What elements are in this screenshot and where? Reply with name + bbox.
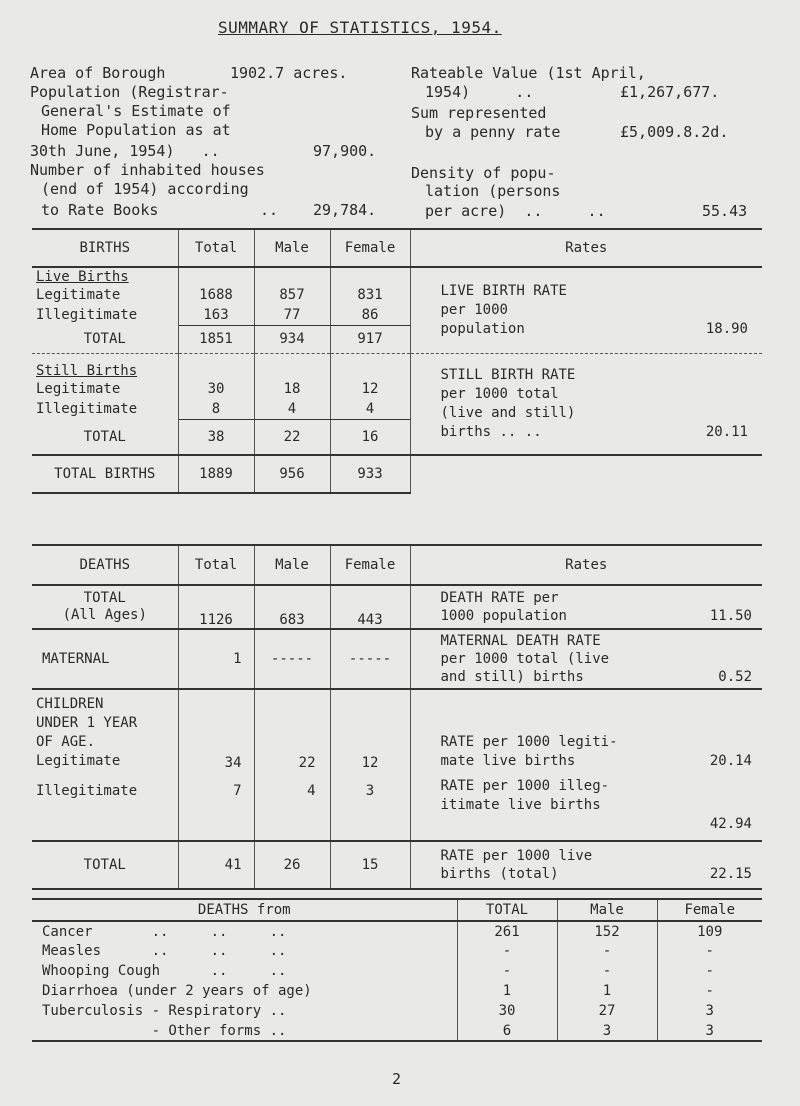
- death-rate-label-1: DEATH RATE per: [440, 590, 559, 606]
- legit-rate-label-2: mate live births: [440, 753, 576, 769]
- cause-total: -: [457, 961, 557, 981]
- rateable-label-1: Rateable Value (1st April,: [411, 64, 646, 82]
- total-rate-label-1: RATE per 1000 live: [440, 848, 593, 864]
- cause-total: 6: [457, 1021, 557, 1041]
- cause-female: 3: [705, 1003, 714, 1019]
- total-births-label: TOTAL BIRTHS: [32, 455, 178, 493]
- density-label-3: per acre) .. ..: [425, 202, 606, 220]
- maternal-rate-label-1: MATERNAL DEATH RATE: [440, 633, 601, 649]
- cause-female: -: [705, 983, 714, 999]
- rateable-label-2: 1954) ..: [425, 83, 534, 101]
- maternal-label: MATERNAL: [32, 629, 178, 689]
- table-row: [32, 981, 762, 1001]
- still-total-label: TOTAL: [32, 419, 178, 455]
- total-deaths-label-1: TOTAL: [83, 590, 126, 606]
- still-legit-male: 18: [254, 379, 330, 399]
- live-total-total: 1851: [178, 325, 254, 353]
- live-total-female: 917: [330, 325, 410, 353]
- rateable-value: £1,267,677.: [620, 83, 720, 101]
- live-total-male: 934: [254, 325, 330, 353]
- still-legit-label: Legitimate: [32, 379, 178, 399]
- still-birth-rate-value: 20.11: [705, 423, 748, 440]
- total-deaths-label-2: (All Ages): [62, 607, 147, 623]
- children-total-label: TOTAL: [32, 841, 178, 889]
- children-legit-male: 22: [254, 689, 330, 771]
- deaths-table: [32, 544, 762, 890]
- causes-table: [32, 898, 762, 1042]
- penny-label-1: Sum represented: [411, 104, 547, 122]
- page-title: SUMMARY OF STATISTICS, 1954.: [218, 18, 502, 37]
- live-total-label: TOTAL: [32, 325, 178, 353]
- death-rate-value: 11.50: [709, 608, 752, 624]
- legit-rate-value: 20.14: [709, 753, 752, 769]
- still-birth-rate-label-4: births .. ..: [440, 423, 542, 440]
- cause-male: -: [557, 961, 657, 981]
- live-illegit-male: 77: [254, 305, 330, 325]
- cause-female: 3: [705, 1022, 714, 1039]
- children-illegit-total: 7: [178, 771, 254, 841]
- causes-header: DEATHS from: [32, 899, 457, 921]
- children-legit-total: 34: [178, 689, 254, 771]
- maternal-rate-label-2: per 1000 total (live: [440, 651, 610, 667]
- live-births-label: Live Births: [36, 268, 129, 285]
- cause-female: 109: [697, 923, 723, 940]
- still-total-male: 22: [254, 419, 330, 455]
- area-value: 1902.7 acres.: [230, 64, 348, 82]
- cause-label: Diarrhoea (under 2 years of age): [32, 981, 457, 1001]
- maternal-female: -----: [330, 629, 410, 689]
- legit-rate-label-1: RATE per 1000 legiti-: [440, 734, 618, 750]
- causes-male-header: Male: [557, 899, 657, 921]
- houses-label-2: (end of 1954) according: [41, 180, 249, 198]
- population-label-1: Population (Registrar-: [30, 83, 229, 101]
- total-births-total: 1889: [178, 455, 254, 493]
- cause-male: -: [557, 941, 657, 961]
- houses-dots: ..: [260, 201, 279, 219]
- penny-value: £5,009.8.2d.: [620, 123, 729, 141]
- live-birth-rate-value: 18.90: [705, 320, 748, 337]
- population-label-3: Home Population as at: [41, 121, 231, 139]
- still-birth-rate-label-3: (live and still): [440, 404, 576, 421]
- table-row: [32, 941, 762, 961]
- density-label-2: lation (persons: [425, 182, 561, 200]
- children-illegit-label: Illegitimate: [32, 771, 178, 841]
- cause-female: -: [705, 943, 714, 959]
- table-row: [32, 1001, 762, 1021]
- children-label-1: CHILDREN: [36, 696, 104, 712]
- cause-label: Tuberculosis - Respiratory ..: [32, 1001, 457, 1021]
- still-birth-rate-label-1: STILL BIRTH RATE: [440, 366, 576, 383]
- cause-female: -: [705, 963, 714, 979]
- cause-total: 30: [457, 1001, 557, 1021]
- cause-label: Measles .. .. ..: [32, 941, 457, 961]
- table-row: [32, 1021, 762, 1041]
- table-row: [32, 921, 762, 941]
- cause-label: Whooping Cough .. ..: [32, 961, 457, 981]
- illegit-rate-label-1: RATE per 1000 illeg-: [440, 778, 610, 794]
- houses-label-1: Number of inhabited houses: [30, 161, 265, 179]
- total-births-female: 933: [330, 455, 410, 493]
- cause-total: 261: [457, 921, 557, 941]
- children-illegit-male: 4: [254, 771, 330, 841]
- children-total-total: 41: [178, 841, 254, 889]
- cause-male: 3: [557, 1021, 657, 1041]
- cause-label: Cancer .. .. ..: [32, 921, 457, 941]
- deaths-rates-header: Rates: [565, 557, 608, 573]
- live-legit-male: 857: [254, 285, 330, 305]
- population-label-4: 30th June, 1954) ..: [30, 142, 220, 160]
- children-label-3: OF AGE.: [36, 734, 96, 750]
- still-illegit-male: 4: [254, 399, 330, 419]
- children-illegit-female: 3: [330, 771, 410, 841]
- live-legit-label: Legitimate: [32, 285, 178, 305]
- live-illegit-total: 163: [178, 305, 254, 325]
- children-total-male: 26: [254, 841, 330, 889]
- still-illegit-label: Illegitimate: [32, 399, 178, 419]
- total-births-male: 956: [254, 455, 330, 493]
- area-label: Area of Borough: [30, 64, 166, 82]
- live-birth-rate-label-2: per 1000: [440, 301, 508, 318]
- illegit-rate-label-2: itimate live births: [440, 797, 601, 813]
- still-illegit-total: 8: [178, 399, 254, 419]
- total-rate-value: 22.15: [709, 866, 752, 882]
- density-label-1: Density of popu-: [411, 164, 556, 182]
- children-total-female: 15: [330, 841, 410, 889]
- children-label-2: UNDER 1 YEAR: [36, 715, 138, 731]
- population-label-2: General's Estimate of: [41, 102, 231, 120]
- cause-male: 27: [557, 1001, 657, 1021]
- table-row: [32, 961, 762, 981]
- children-legit-label: Legitimate: [36, 753, 121, 769]
- maternal-rate-label-3: and still) births: [440, 669, 584, 685]
- cause-total: -: [457, 941, 557, 961]
- total-deaths-female: 443: [330, 585, 410, 629]
- births-total-header: Total: [178, 229, 254, 267]
- population-value: 97,900.: [313, 142, 377, 160]
- cause-label: - Other forms ..: [32, 1021, 457, 1041]
- births-male-header: Male: [254, 229, 330, 267]
- births-female-header: Female: [330, 229, 410, 267]
- density-value: 55.43: [702, 202, 748, 220]
- births-header: BIRTHS: [32, 229, 178, 267]
- live-legit-total: 1688: [178, 285, 254, 305]
- illegit-rate-value: 42.94: [709, 816, 752, 832]
- births-rates-header: Rates: [565, 240, 608, 256]
- total-deaths-male: 683: [254, 585, 330, 629]
- total-deaths-total: 1126: [178, 585, 254, 629]
- causes-total-header: TOTAL: [457, 899, 557, 921]
- total-rate-label-2: births (total): [440, 866, 559, 882]
- live-birth-rate-label-3: population: [440, 320, 525, 337]
- maternal-rate-value: 0.52: [718, 669, 752, 685]
- still-illegit-female: 4: [330, 399, 410, 419]
- live-illegit-female: 86: [330, 305, 410, 325]
- deaths-male-header: Male: [254, 545, 330, 585]
- deaths-female-header: Female: [330, 545, 410, 585]
- houses-label-3: to Rate Books: [41, 201, 159, 219]
- still-births-label: Still Births: [36, 363, 138, 379]
- births-table: [32, 228, 762, 494]
- houses-value: 29,784.: [313, 201, 377, 219]
- deaths-total-header: Total: [178, 545, 254, 585]
- cause-total: 1: [457, 981, 557, 1001]
- cause-male: 152: [557, 921, 657, 941]
- penny-label-2: by a penny rate: [425, 123, 561, 141]
- still-birth-rate-label-2: per 1000 total: [440, 385, 559, 402]
- still-total-female: 16: [330, 419, 410, 455]
- still-legit-female: 12: [330, 379, 410, 399]
- still-total-total: 38: [178, 419, 254, 455]
- live-birth-rate-label-1: LIVE BIRTH RATE: [440, 282, 567, 299]
- live-legit-female: 831: [330, 285, 410, 305]
- maternal-male: -----: [254, 629, 330, 689]
- causes-female-header: Female: [684, 902, 736, 918]
- children-legit-female: 12: [330, 689, 410, 771]
- still-legit-total: 30: [178, 379, 254, 399]
- maternal-total: 1: [178, 629, 254, 689]
- live-illegit-label: Illegitimate: [32, 305, 178, 325]
- deaths-header: DEATHS: [32, 545, 178, 585]
- death-rate-label-2: 1000 population: [440, 608, 567, 624]
- cause-male: 1: [557, 981, 657, 1001]
- page-number: 2: [392, 1070, 402, 1088]
